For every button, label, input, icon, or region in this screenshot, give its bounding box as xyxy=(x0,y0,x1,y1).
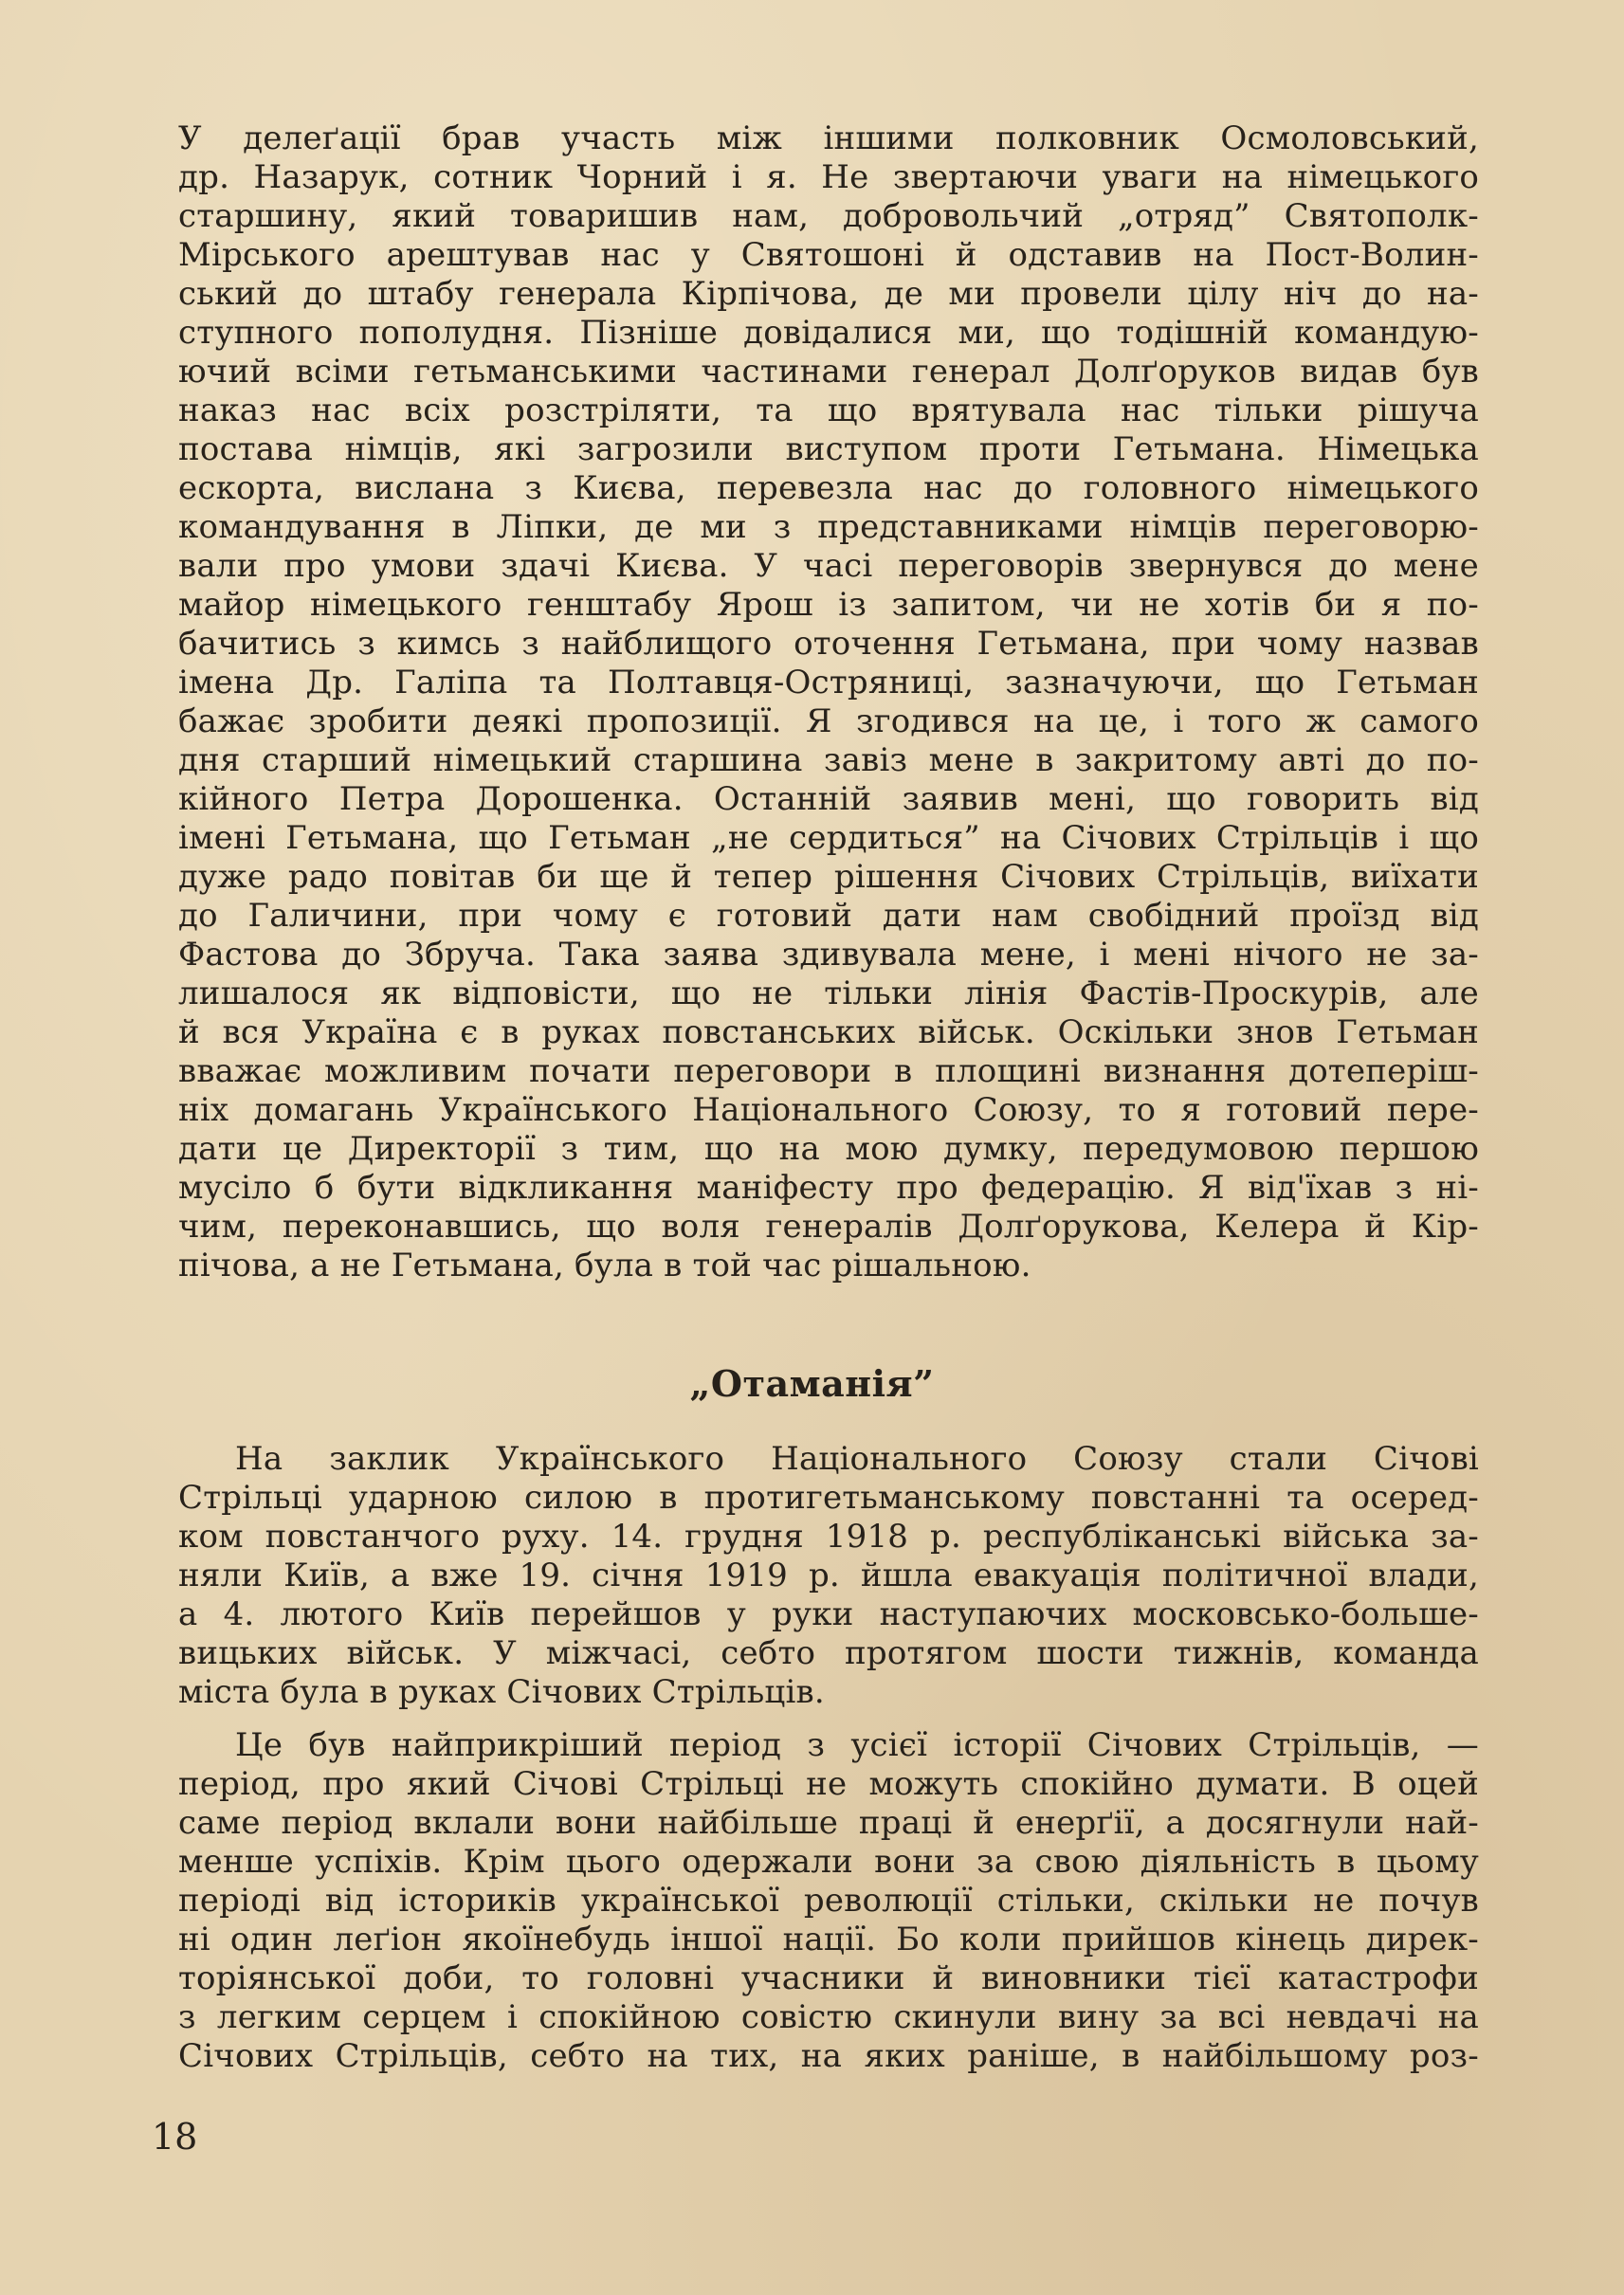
para3-line: з легким серцем і спокійною совістю скинули вину за всі невдачі на xyxy=(178,1998,1479,2036)
para1-line: до Галичини, при чому є готовий дати нам свобідний проїзд від xyxy=(178,897,1479,935)
para3-line: менше успіхів. Крім цього одержали вони за свою діяльність в цьому xyxy=(178,1843,1479,1881)
para1-line: лишалося як відповісти, що не тільки лінія Фастів-Проскурів, але xyxy=(178,974,1479,1012)
para1-line: бачитись з кимсь з найблищого оточення Гетьмана, при чому назвав xyxy=(178,625,1479,663)
para2-line: няли Київ, а вже 19. січня 1919 р. йшла евакуація політичної влади, xyxy=(178,1557,1479,1594)
para1-line: дати це Директорії з тим, що на мою думку, передумовою першою xyxy=(178,1130,1479,1168)
para3-line: період, про який Січові Стрільці не можуть спокійно думати. В оцей xyxy=(178,1765,1479,1803)
para2-line: ком повстанчого руху. 14. грудня 1918 р. республіканські війська за- xyxy=(178,1518,1479,1556)
para1-line: майор німецького генштабу Ярош із запитом, чи не хотів би я по- xyxy=(178,586,1479,624)
para1-line: Фастова до Збруча. Така заява здивувала мене, і мені нічого не за- xyxy=(178,936,1479,974)
para1-line: ючий всіми гетьманськими частинами генерал Долґоруков видав був xyxy=(178,353,1479,391)
page-number: 18 xyxy=(152,2116,198,2158)
para1-line: вали про умови здачі Києва. У часі переговорів звернувся до мене xyxy=(178,547,1479,585)
para1-line: дуже радо повітав би ще й тепер рішення Січових Стрільців, виїхати xyxy=(178,858,1479,896)
para1-line: ступного пополудня. Пізніше довідалися ми, що тодішній командую- xyxy=(178,314,1479,352)
para1-line: Мірського арештував нас у Святошоні й одставив на Пост-Волин- xyxy=(178,236,1479,274)
para2-line: міста була в руках Січових Стрільців. xyxy=(178,1673,825,1711)
para1-line: кійного Петра Дорошенка. Останній заявив мені, що говорить від xyxy=(178,780,1479,818)
para3-line: торіянської доби, то головні учасники й виновники тієї катастрофи xyxy=(178,1959,1479,1997)
para1-line: ескорта, вислана з Києва, перевезла нас до головного німецького xyxy=(178,469,1479,507)
para1-line: постава німців, які загрозили виступом проти Гетьмана. Німецька xyxy=(178,430,1479,468)
para1-line: ніх домагань Українського Національного Союзу, то я готовий пере- xyxy=(178,1091,1479,1129)
para2-line: Стрільці ударною силою в протигетьманському повстанні та осеред- xyxy=(178,1479,1479,1517)
para3-line: періоді від істориків української революції стільки, скільки не почув xyxy=(178,1882,1479,1920)
para1-line: мусіло б бути відкликання маніфесту про федерацію. Я від'їхав з ні- xyxy=(178,1169,1479,1207)
para1-line: др. Назарук, сотник Чорний і я. Не звертаючи уваги на німецького xyxy=(178,158,1479,196)
para1-line: ський до штабу генерала Кірпічова, де ми провели цілу ніч до на- xyxy=(178,275,1479,313)
para2-line: На заклик Українського Національного Союзу стали Січові xyxy=(235,1440,1479,1478)
para1-line: наказ нас всіх розстріляти, та що врятувала нас тільки рішуча xyxy=(178,392,1479,429)
para3-line: Це був найприкріший період з усієї історії Січових Стрільців, — xyxy=(235,1726,1479,1764)
para1-line: У делеґації брав участь між іншими полковник Осмоловський, xyxy=(178,119,1479,157)
para1-line: бажає зробити деякі пропозиції. Я згодився на це, і того ж самого xyxy=(178,702,1479,740)
para1-line: командування в Ліпки, де ми з представниками німців переговорю- xyxy=(178,508,1479,546)
para3-line: саме період вклали вони найбільше праці й енерґії, а досягнули най- xyxy=(178,1804,1479,1842)
para2-line: вицьких військ. У міжчасі, себто протягом шости тижнів, команда xyxy=(178,1634,1479,1672)
para1-line: вважає можливим почати переговори в площині визнання дотеперіш- xyxy=(178,1052,1479,1090)
para1-line: старшину, який товаришив нам, добровольчий „отряд” Святополк- xyxy=(178,197,1479,235)
para1-line: чим, переконавшись, що воля генералів Долґорукова, Келера й Кір- xyxy=(178,1208,1479,1246)
para1-line: й вся Україна є в руках повстанських військ. Оскільки знов Гетьман xyxy=(178,1013,1479,1051)
para2-line: а 4. лютого Київ перейшов у руки наступаючих московсько-больше- xyxy=(178,1595,1479,1633)
para3-line: ні один леґіон якоїнебудь іншої нації. Бо коли прийшов кінець дирек- xyxy=(178,1921,1479,1958)
section-heading: „Отаманія” xyxy=(689,1362,935,1405)
para3-line: Січових Стрільців, себто на тих, на яких раніше, в найбільшому роз- xyxy=(178,2037,1479,2075)
para1-line: пічова, а не Гетьмана, була в той час рішальною. xyxy=(178,1247,1031,1284)
para1-line: імені Гетьмана, що Гетьман „не сердиться” на Січових Стрільців і що xyxy=(178,819,1479,857)
para1-line: дня старший німецький старшина завіз мене в закритому авті до по- xyxy=(178,741,1479,779)
para1-line: імена Др. Галіпа та Полтавця-Остряниці, зазначуючи, що Гетьман xyxy=(178,664,1479,701)
